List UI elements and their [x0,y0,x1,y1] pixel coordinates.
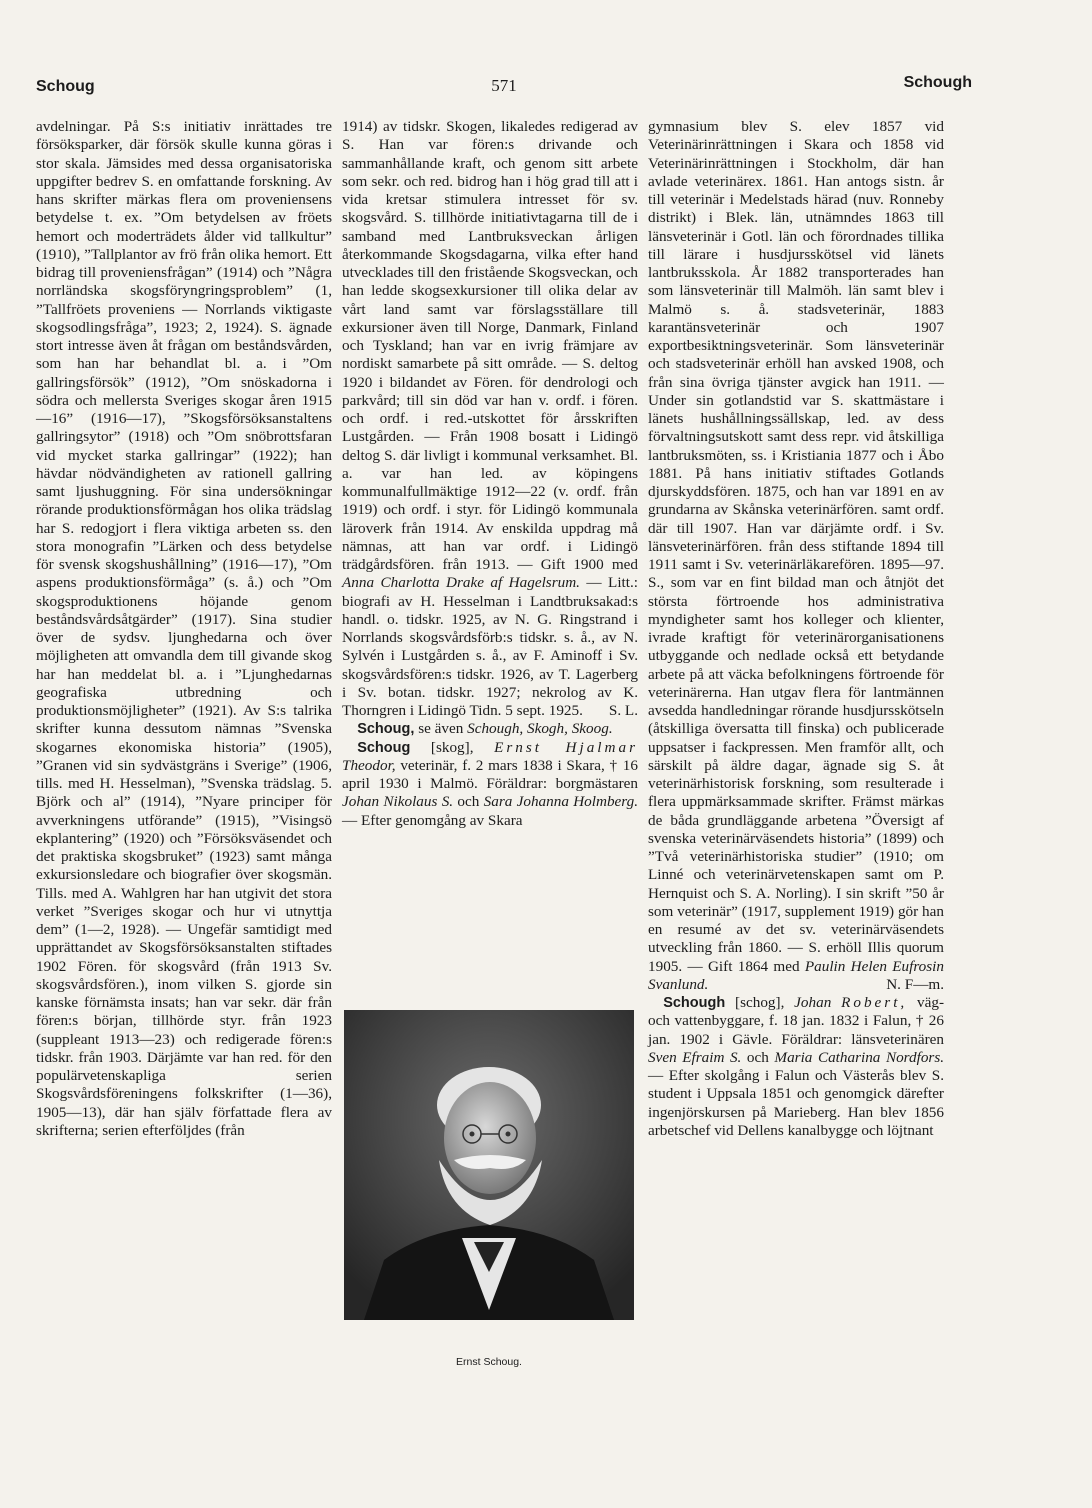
entry-text-3: väg- och vattenbyggare, f. 18 jan. 1832 i Falun, † 26 jan. 1902 i Gävle. Föräldrar: länsveterinären [648,994,945,1048]
literature-text: — Litt.: biografi av H. Hesselman i Landtbruksakad:s handl. o. tidskr. 1925, av N. G. Ringstrand i Norrlands skogsvårdsförb:s tidskr. s. å., av N. Sylvén i Lustgården s. å., av F. Aminoff i Sv. skogsvårdsfören:s tidskr. 1926, av T. Lagerberg i Sv. botan. tidskr. 1927; nekrolog av K. Thorngren i Lidingö Tidn. 5 sept. 1925. [342,574,639,719]
col3-paragraph [648,118,944,994]
conjunction-2: och [746,1048,769,1066]
parent-mother: Sara Johanna Holmberg. [483,793,639,811]
column-2 [342,118,638,830]
entry-head-2: Schough [663,995,726,1011]
col2-paragraph [342,118,638,720]
cross-ref-head: Schoug, [357,721,415,738]
entry-text-2: — Efter genomgång av Skara [342,811,523,829]
cross-ref-names: Schough, Skogh, Skoog. [467,720,613,738]
cross-ref-text: se även [418,720,464,738]
parent-father: Johan Nikolaus S. [342,793,454,811]
entry-given-name: Ernst Hjalmar [494,738,638,756]
running-header [36,72,972,108]
entry-given-name-2: Theodor, [342,756,396,774]
entry-head: Schoug [357,739,411,756]
portrait-caption: Ernst Schoug. [456,1356,522,1368]
col2-text: 1914) av tidskr. Skogen, likaledes redigerad av S. Han var fören:s drivande och sammanhållande kraft, och genom sitt arbete som sekr. och red. bidrog han i hög grad till att i vida kretsar stimulera intresset för sv. skogsvård. S. tillhörde initiativtagarna till de i samband med Lantbruksveckan årligen återkommande Skogsdagarna, vilka efter hand utvecklades till den fristående Skogsveckan, och han ledde skogsexkursioner till olika delar av vårt land samt var förslagsställare till exkursioner även till Norge, Danmark, Finland och Tyskland; han var en ivrig främjare av nordiskt samarbete på sitt område. — S. deltog 1920 i bildandet av Fören. för dendrologi och parkvård; till sin död var han v. ordf. i fören. och ordf. i red.-utskottet för årsskriften Lustgården. — Från 1908 bosatt i Lidingö deltog S. där livligt i kommunal verksamhet. Bl. a. var han led. av köpingens kommunalfullmäktige 1912—22 (v. ordf. från 1919) och ordf. i styr. för Lidingö kommunala läroverk från 1914. Av enskilda uppdrag må nämnas, att han var ordf. i Lidingö trädgårdsfören. från 1913. — Gift 1900 med [342,118,638,573]
entry-text-4: — Efter skolgång i Falun och Västerås blev S. student i Uppsala 1851 och genomgick därefter ingenjörskursen på Marieberg. Han blev 1856 arbetschef vid Dellens kanalbygge och löjtnant [648,1067,944,1139]
conjunction: och [457,793,480,811]
parent-mother-2: Maria Catharina Nordfors. [774,1048,945,1066]
column-3 [648,118,944,1140]
entry-first-name: Johan [794,994,832,1011]
entry-called-name: Robert, [841,994,908,1011]
entry-pronunciation-2: [schog], [735,994,785,1011]
header-left-keyword: Schoug [36,78,95,95]
col3-text: gymnasium blev S. elev 1857 vid Veterinärinrättningen i Skara och 1858 vid Veterinärinrättningen i Stockholm, där han avlade veterinärex. 1861. Han antogs sistn. år till veterinär i Medelstads härad (nuv. Ronneby distrikt) i Blek. län, utnämndes 1863 till länsveterinär i Gotl. län och förordnades tillika till lärare i husdjursskötsel vid länets lantbruksskola. År 1882 transporterades han som länsveterinär till Malmöh. län samt blev i Malmö s. å. stadsveterinär, 1883 karantänsveterinär och 1907 exportbesiktningsveterinär. Som länsveterinär och stadsveterinär erhöll han avsked 1908, och från sina övriga tjänster avgick han 1911. — Under sin gotlandstid var S. skattmästare i länets hushållningssällskap, led. av dess förvaltningsutskott samt dess repr. vid åtskilliga lantbruksmöten, ss. i Kristiania 1877 och i Åbo 1881. På hans initiativ stiftades Gotlands djurskyddsfören. 1875, och han var 1891 en av grundarna av Skånska veterinärfören. samt ordf. där till 1907. Han var därjämte ordf. i Sv. länsveterinärfören. från dess stiftande 1894 till 1911 samt i Sv. veterinärläkarefören. 1895—97. S., som var en fint bildad man och åtnjöt det största förtroende hos administrativa myndigheter samt hos kolleger och klienter, ivrade kraftigt för veterinärorganisationens utbyggande och nedlade också ett betydande arbete på att väcka befolkningens förtroende för veterinärerna. Han utgav flera för lantmännen avsedda handledningar rörande husdjursskötseln (åtskilliga översatta till finska) och publicerade uppsatser i fackpressen. Men framför allt, och särskilt på äldre dagar, ägnade sig S. åt veterinärhistorisk forskning, som resulterade i flera uppmärksammade skrifter. Främst märkas de båda grundläggande arbetena ”Översigt af svenska veterinärväsendets historia” (1899) och ”Två veterinärhistoriska studier” (1910; om Linné och veterinärvetenskapen samt om P. Hernquist och S. A. Norling). I sin skrift ”50 år som veterinär” (1917, supplement 1919) gör han en resumé av det sv. veterinärväsendets utveckling från 1860. — S. erhöll Illis quorum 1905. — Gift 1864 med [648,118,944,975]
page-number: 571 [491,76,517,95]
wife-name-2: Paulin Helen Eufrosin Svanlund. [648,957,944,993]
entry-text: veterinär, f. 2 mars 1838 i Skara, † 16 april 1930 i Malmö. Föräldrar: borgmästaren [342,756,638,792]
wife-name: Anna Charlotta Drake af Hagelsrum. [342,574,580,592]
entry-ernst-schoug [342,739,638,830]
parent-father-2: Sven Efraim S. [648,1048,742,1066]
author-signature-2: N. F—m. [886,975,944,993]
portrait-photo [344,1010,634,1320]
col1-paragraph: avdelningar. På S:s initiativ inrättades tre försöksparker, där försök skulle kunna göras i stor skala. Jämsides med dessa organisatoriska uppgifter bedrev S. en omfattande forskning. Av hans skrifter märkas flera om proveniensens betydelse t. ex. ”Om betydelsen av fröets hemort och moderträdets ålder vid tallkultur” (1910), ”Tallplantor av frö från olika hemort. Ett bidrag till proveniensfrågan” (1914) och ”Några norrländska skogsföryngringsproblem” (1, ”Tallfröets proveniens — Norrlands viktigaste skogsodlingsfråga”, 1923; 2, 1924). S. ägnade stort intresse även åt frågan om beståndsvården, som han har behandlat bl. a. i ”Om gallringsförsök” (1912), ”Om snöskadorna i södra och mellersta Sveriges skogar åren 1915—16” (1916—17), ”Skogsförsöksanstaltens gallringsytor” (1918) och ”Om snöbrottsfaran vid mycket starka gallringar” (1922); han hävdar nödvändigheten av rationell gallring samt ljushuggning. För sina undersökningar rörande produktionsförmågan hos olika trädslag har S. redogjort i flera viktiga arbeten ss. den stora monografin ”Lärken och dess betydelse för svensk skogshushållning” (1916—17), ”Om aspens produktionsförmåga” (s. å.) och ”Om skogsproduktionens höjande genom beståndsvårdsåtgärder” (1917). Sina studier över de sydsv. ljunghedarna och över möjligheten att omvandla dem till givande skog har han meddelat bl. a. i ”Ljunghedarnas geografiska utbredning och produktionsmöjligheter” (1921). Av S:s talrika skrifter kunna dessutom nämnas ”Svenska skogarnes ekonomiska historia” (1905), ”Granen vid sin sydvästgräns i Sverige” (1906, tills. med H. Hesselman), ”Svenska trädslag. 5. Björk och al” (1914), ”Nyare principer för avverkningens utförande” (1915), ”Visingsö ekplantering” (1920) och ”Försöksväsendet och det praktiska skogsbruket” (1923) samt många exkursionsledare och biografier över skogsmän. Tills. med A. Wahlgren har han utgivit det stora verket ”Sveriges skogar och hur vi utnyttja dem” (1—2, 1928). — Ungefär samtidigt med upprättandet av Skogsförsöksanstalten stiftades 1902 Fören. för skogsvård (från 1913 Sv. skogsvårdsfören.), inom vilken S. gjorde sin kanske förnämsta insats; han var sekr. där från fören:s början, tillhörde styr. från 1923 (suppleant 1913—23) och redigerade fören:s tidskr. från 1903. Därjämte var han red. för den populärvetenskapliga serien Skogsvårdsföreningens folkskrifter (1—36), 1905—13), där han själv författade flera av skrifterna; serien efterföljdes (från [36,118,332,1139]
header-right-keyword: Schough [903,74,972,91]
author-signature: S. L. [608,702,638,719]
column-1 [36,118,332,1140]
cross-reference [342,720,638,738]
entry-pronunciation: [skog], [430,738,474,756]
portrait-illustration [344,1010,634,1320]
entry-robert-schough [648,994,944,1140]
